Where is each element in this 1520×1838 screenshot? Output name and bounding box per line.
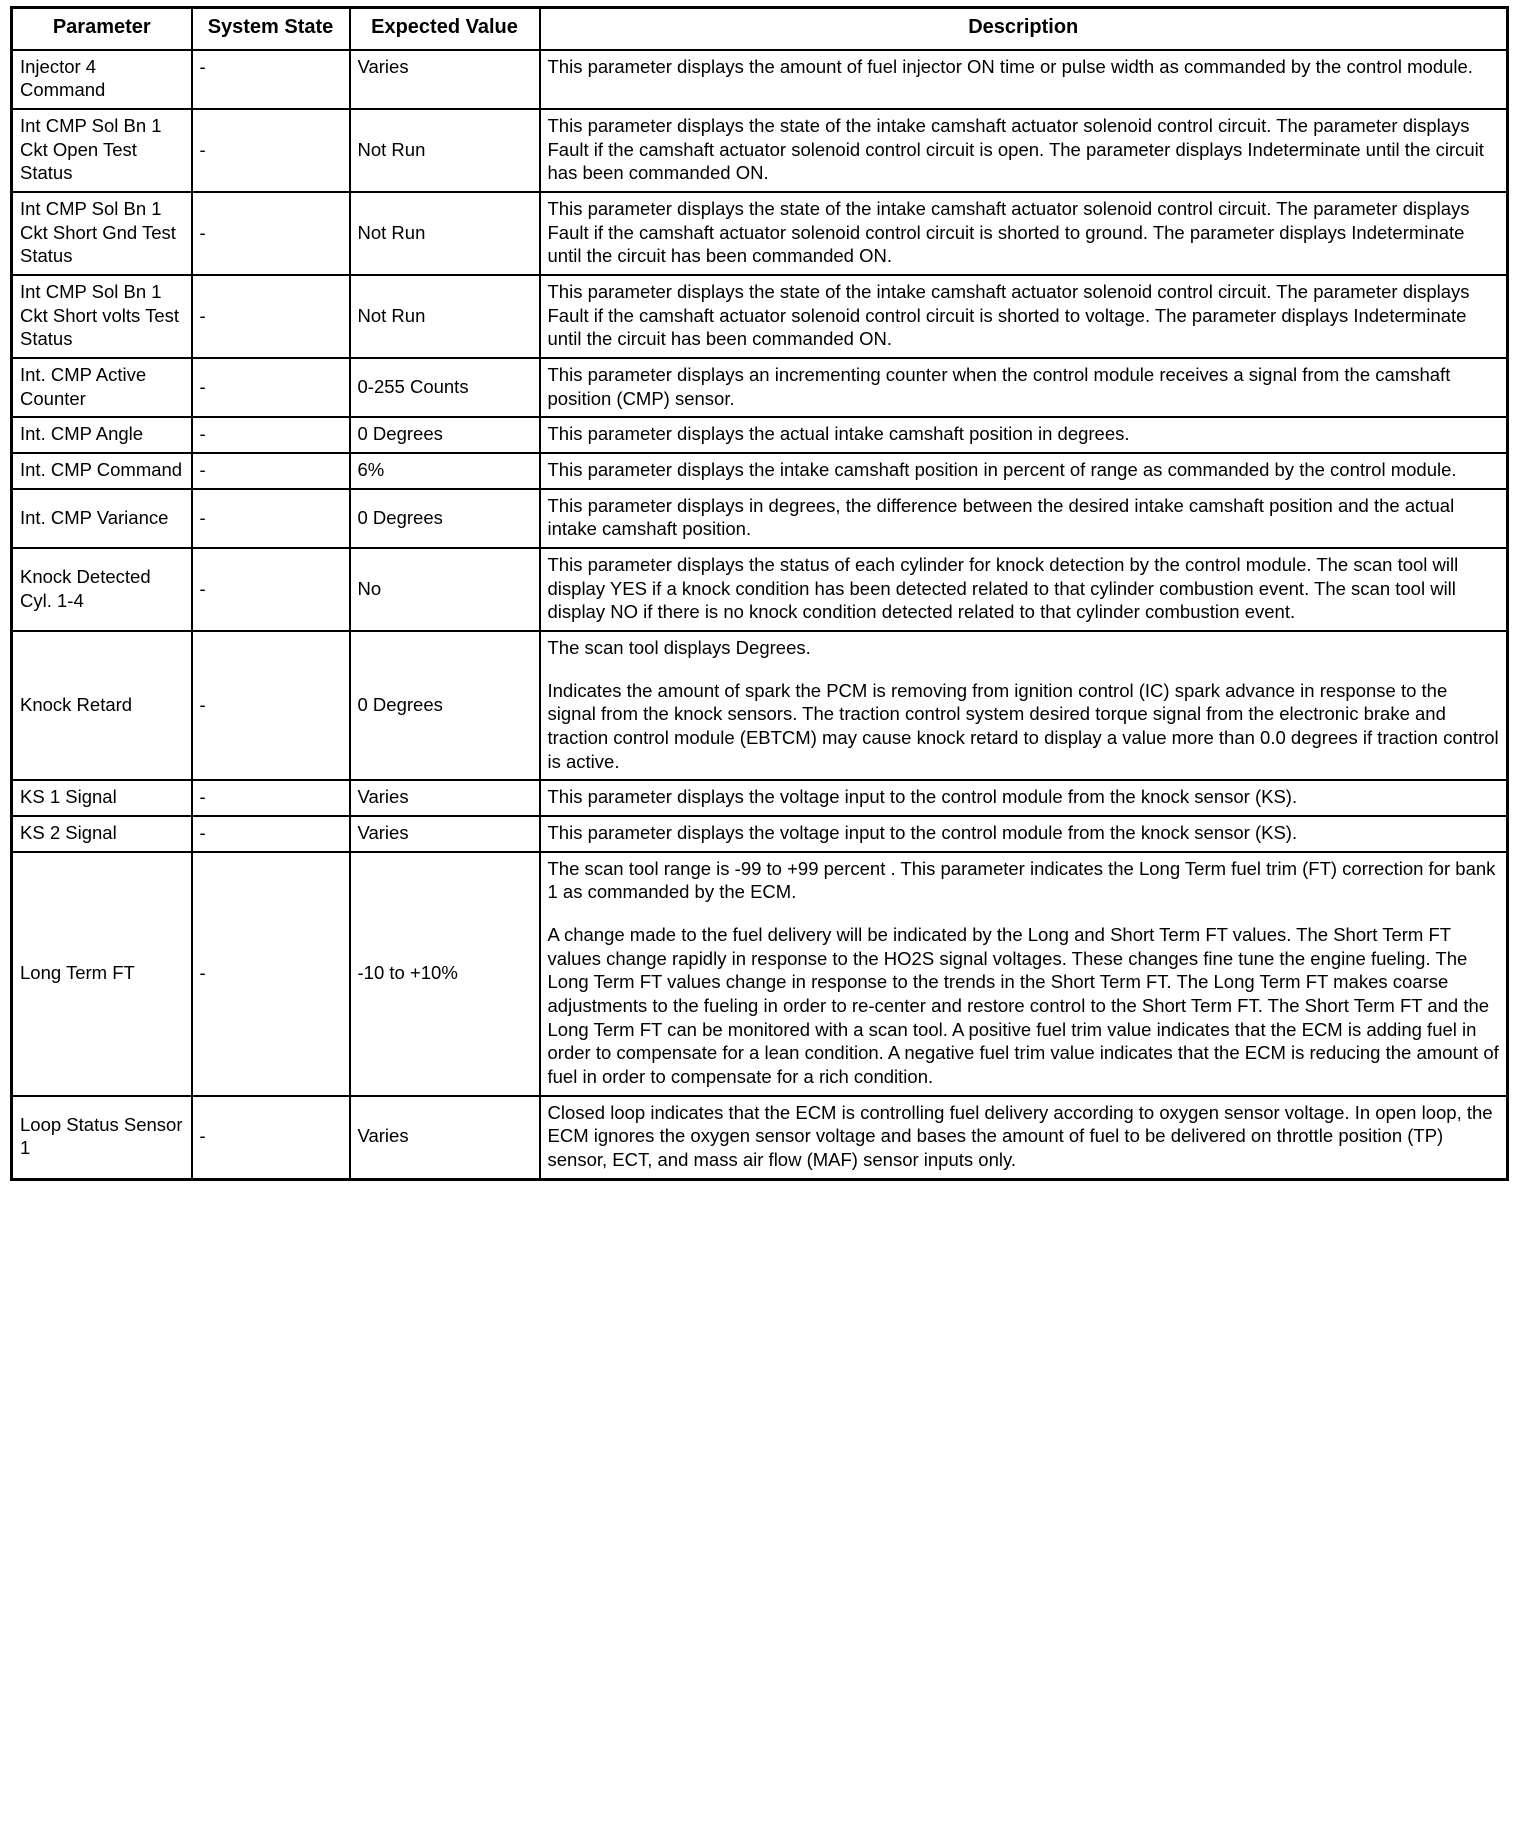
cell-description: [540, 50, 1508, 109]
cell-description: [540, 453, 1508, 489]
table-row: [12, 275, 1508, 358]
cell-parameter: Int. CMP Command: [12, 453, 192, 489]
cell-expected-value: Varies: [350, 1096, 540, 1180]
cell-parameter: Int. CMP Active Counter: [12, 358, 192, 417]
table-row: [12, 109, 1508, 192]
cell-description: [540, 489, 1508, 548]
cell-description: [540, 109, 1508, 192]
description-paragraph: This parameter displays the status of each cylinder for knock detection by the control module. The scan tool will display YES if a knock condition has been detected related to that cylinder combustion event. The scan tool will display NO if there is no knock condition detected related to that cylinder combustion event.: [547, 554, 1459, 623]
description-paragraph: This parameter displays an incrementing counter when the control module receives a signal from the camshaft position (CMP) sensor.: [547, 363, 1451, 409]
cell-system-state: -: [192, 489, 350, 548]
description-paragraph: This parameter displays the state of the intake camshaft actuator solenoid control circuit. The parameter displays Fault if the camshaft actuator solenoid control circuit is open. The parameter displays Indeterminate until the circuit has been commanded ON.: [547, 114, 1484, 184]
cell-parameter: KS 1 Signal: [12, 780, 192, 816]
description-paragraph: This parameter displays the intake camshaft position in percent of range as commanded by the control module.: [547, 459, 1457, 480]
table-row: [12, 50, 1508, 109]
cell-system-state: -: [192, 852, 350, 1096]
cell-description: [540, 275, 1508, 358]
table-row: [12, 852, 1508, 1096]
cell-description: [540, 417, 1508, 453]
cell-expected-value: Not Run: [350, 275, 540, 358]
description-paragraph: This parameter displays the actual intake camshaft position in degrees.: [547, 423, 1130, 445]
description-paragraph: This parameter displays in degrees, the difference between the desired intake camshaft position and the actual intake camshaft position.: [547, 494, 1455, 540]
description-paragraph: A change made to the fuel delivery will be indicated by the Long and Short Term FT values. The Short Term FT values change rapidly in response to the HO2S signal voltages. These changes fine tune the engine fueling. The Long Term FT values change in response to the trends in the Short Term FT. The Long Term FT makes coarse adjustments to the fueling in order to re-center and restore control to the Short Term FT. The Short Term FT and the Long Term FT can be monitored with a scan tool. A positive fuel trim value indicates that the ECM is adding fuel in order to compensate for a lean condition. A negative fuel trim value indicates that the ECM is reducing the amount of fuel in order to compensate for a rich condition.: [547, 924, 1499, 1088]
description-paragraph: Indicates the amount of spark the PCM is removing from ignition control (IC) spark advance in response to the signal from the knock sensors. The traction control system desired torque signal from the electronic brake and traction control module (EBTCM) may cause knock retard to display a value more than 0.0 degrees if traction control is active.: [547, 679, 1499, 772]
cell-description: [540, 548, 1508, 631]
description-paragraph: This parameter displays the voltage input to the control module from the knock sensor (KS).: [547, 822, 1298, 844]
cell-parameter: Knock Detected Cyl. 1-4: [12, 548, 192, 631]
cell-system-state: -: [192, 780, 350, 816]
cell-system-state: -: [192, 417, 350, 453]
cell-expected-value: -10 to +10%: [350, 852, 540, 1096]
cell-description: [540, 852, 1508, 1096]
cell-description: [540, 816, 1508, 852]
table-row: [12, 453, 1508, 489]
cell-parameter: Knock Retard: [12, 631, 192, 780]
parameter-table: [10, 6, 1509, 1181]
cell-system-state: -: [192, 358, 350, 417]
cell-expected-value: Not Run: [350, 192, 540, 275]
description-paragraph: This parameter displays the amount of fuel injector ON time or pulse width as commanded by the control module.: [547, 55, 1473, 77]
cell-parameter: Int CMP Sol Bn 1 Ckt Short Gnd Test Status: [12, 192, 192, 275]
column-header-system-state: System State: [192, 8, 350, 50]
table-row: [12, 816, 1508, 852]
cell-expected-value: 6%: [350, 453, 540, 489]
cell-expected-value: Varies: [350, 50, 540, 109]
cell-parameter: Injector 4 Command: [12, 50, 192, 109]
cell-description: [540, 1096, 1508, 1180]
cell-expected-value: 0 Degrees: [350, 417, 540, 453]
cell-parameter: Int CMP Sol Bn 1 Ckt Short volts Test Status: [12, 275, 192, 358]
column-header-description: Description: [540, 8, 1508, 50]
cell-expected-value: 0 Degrees: [350, 631, 540, 780]
cell-parameter: Int. CMP Variance: [12, 489, 192, 548]
cell-description: [540, 358, 1508, 417]
description-paragraph: The scan tool displays Degrees.: [547, 637, 811, 659]
cell-parameter: Long Term FT: [12, 852, 192, 1096]
cell-expected-value: Varies: [350, 780, 540, 816]
cell-parameter: Int. CMP Angle: [12, 417, 192, 453]
cell-parameter: KS 2 Signal: [12, 816, 192, 852]
cell-system-state: -: [192, 109, 350, 192]
table-row: [12, 1096, 1508, 1180]
cell-description: [540, 631, 1508, 780]
cell-system-state: -: [192, 275, 350, 358]
table-header: [12, 8, 1508, 50]
cell-system-state: -: [192, 50, 350, 109]
table-row: [12, 489, 1508, 548]
description-paragraph: Closed loop indicates that the ECM is controlling fuel delivery according to oxygen sensor voltage. In open loop, the ECM ignores the oxygen sensor voltage and bases the amount of fuel to be delivered on throttle position (TP) sensor, ECT, and mass air flow (MAF) sensor inputs only.: [547, 1101, 1493, 1171]
cell-system-state: -: [192, 192, 350, 275]
cell-system-state: -: [192, 453, 350, 489]
column-header-expected-value: Expected Value: [350, 8, 540, 50]
table-row: [12, 417, 1508, 453]
cell-expected-value: No: [350, 548, 540, 631]
description-paragraph: The scan tool range is -99 to +99 percent . This parameter indicates the Long Term fuel trim (FT) correction for bank 1 as commanded by the ECM.: [547, 857, 1496, 903]
cell-parameter: Loop Status Sensor 1: [12, 1096, 192, 1180]
table-row: [12, 548, 1508, 631]
table-header-row: [12, 8, 1508, 50]
cell-expected-value: 0-255 Counts: [350, 358, 540, 417]
cell-system-state: -: [192, 631, 350, 780]
cell-system-state: -: [192, 816, 350, 852]
cell-expected-value: Varies: [350, 816, 540, 852]
cell-system-state: -: [192, 548, 350, 631]
cell-parameter: Int CMP Sol Bn 1 Ckt Open Test Status: [12, 109, 192, 192]
cell-description: [540, 192, 1508, 275]
description-paragraph: This parameter displays the state of the intake camshaft actuator solenoid control circuit. The parameter displays Fault if the camshaft actuator solenoid control circuit is shorted to ground. The parameter displays Indeterminate until the circuit has been commanded ON.: [547, 197, 1470, 267]
column-header-parameter: Parameter: [12, 8, 192, 50]
table-body: [12, 50, 1508, 1180]
cell-expected-value: Not Run: [350, 109, 540, 192]
description-paragraph: This parameter displays the state of the intake camshaft actuator solenoid control circuit. The parameter displays Fault if the camshaft actuator solenoid control circuit is shorted to voltage. The parameter displays Indeterminate until the circuit has been commanded ON.: [547, 280, 1470, 350]
description-paragraph: This parameter displays the voltage input to the control module from the knock sensor (KS).: [547, 786, 1298, 808]
table-row: [12, 192, 1508, 275]
cell-system-state: -: [192, 1096, 350, 1180]
table-row: [12, 780, 1508, 816]
cell-expected-value: 0 Degrees: [350, 489, 540, 548]
table-row: [12, 358, 1508, 417]
table-row: [12, 631, 1508, 780]
cell-description: [540, 780, 1508, 816]
